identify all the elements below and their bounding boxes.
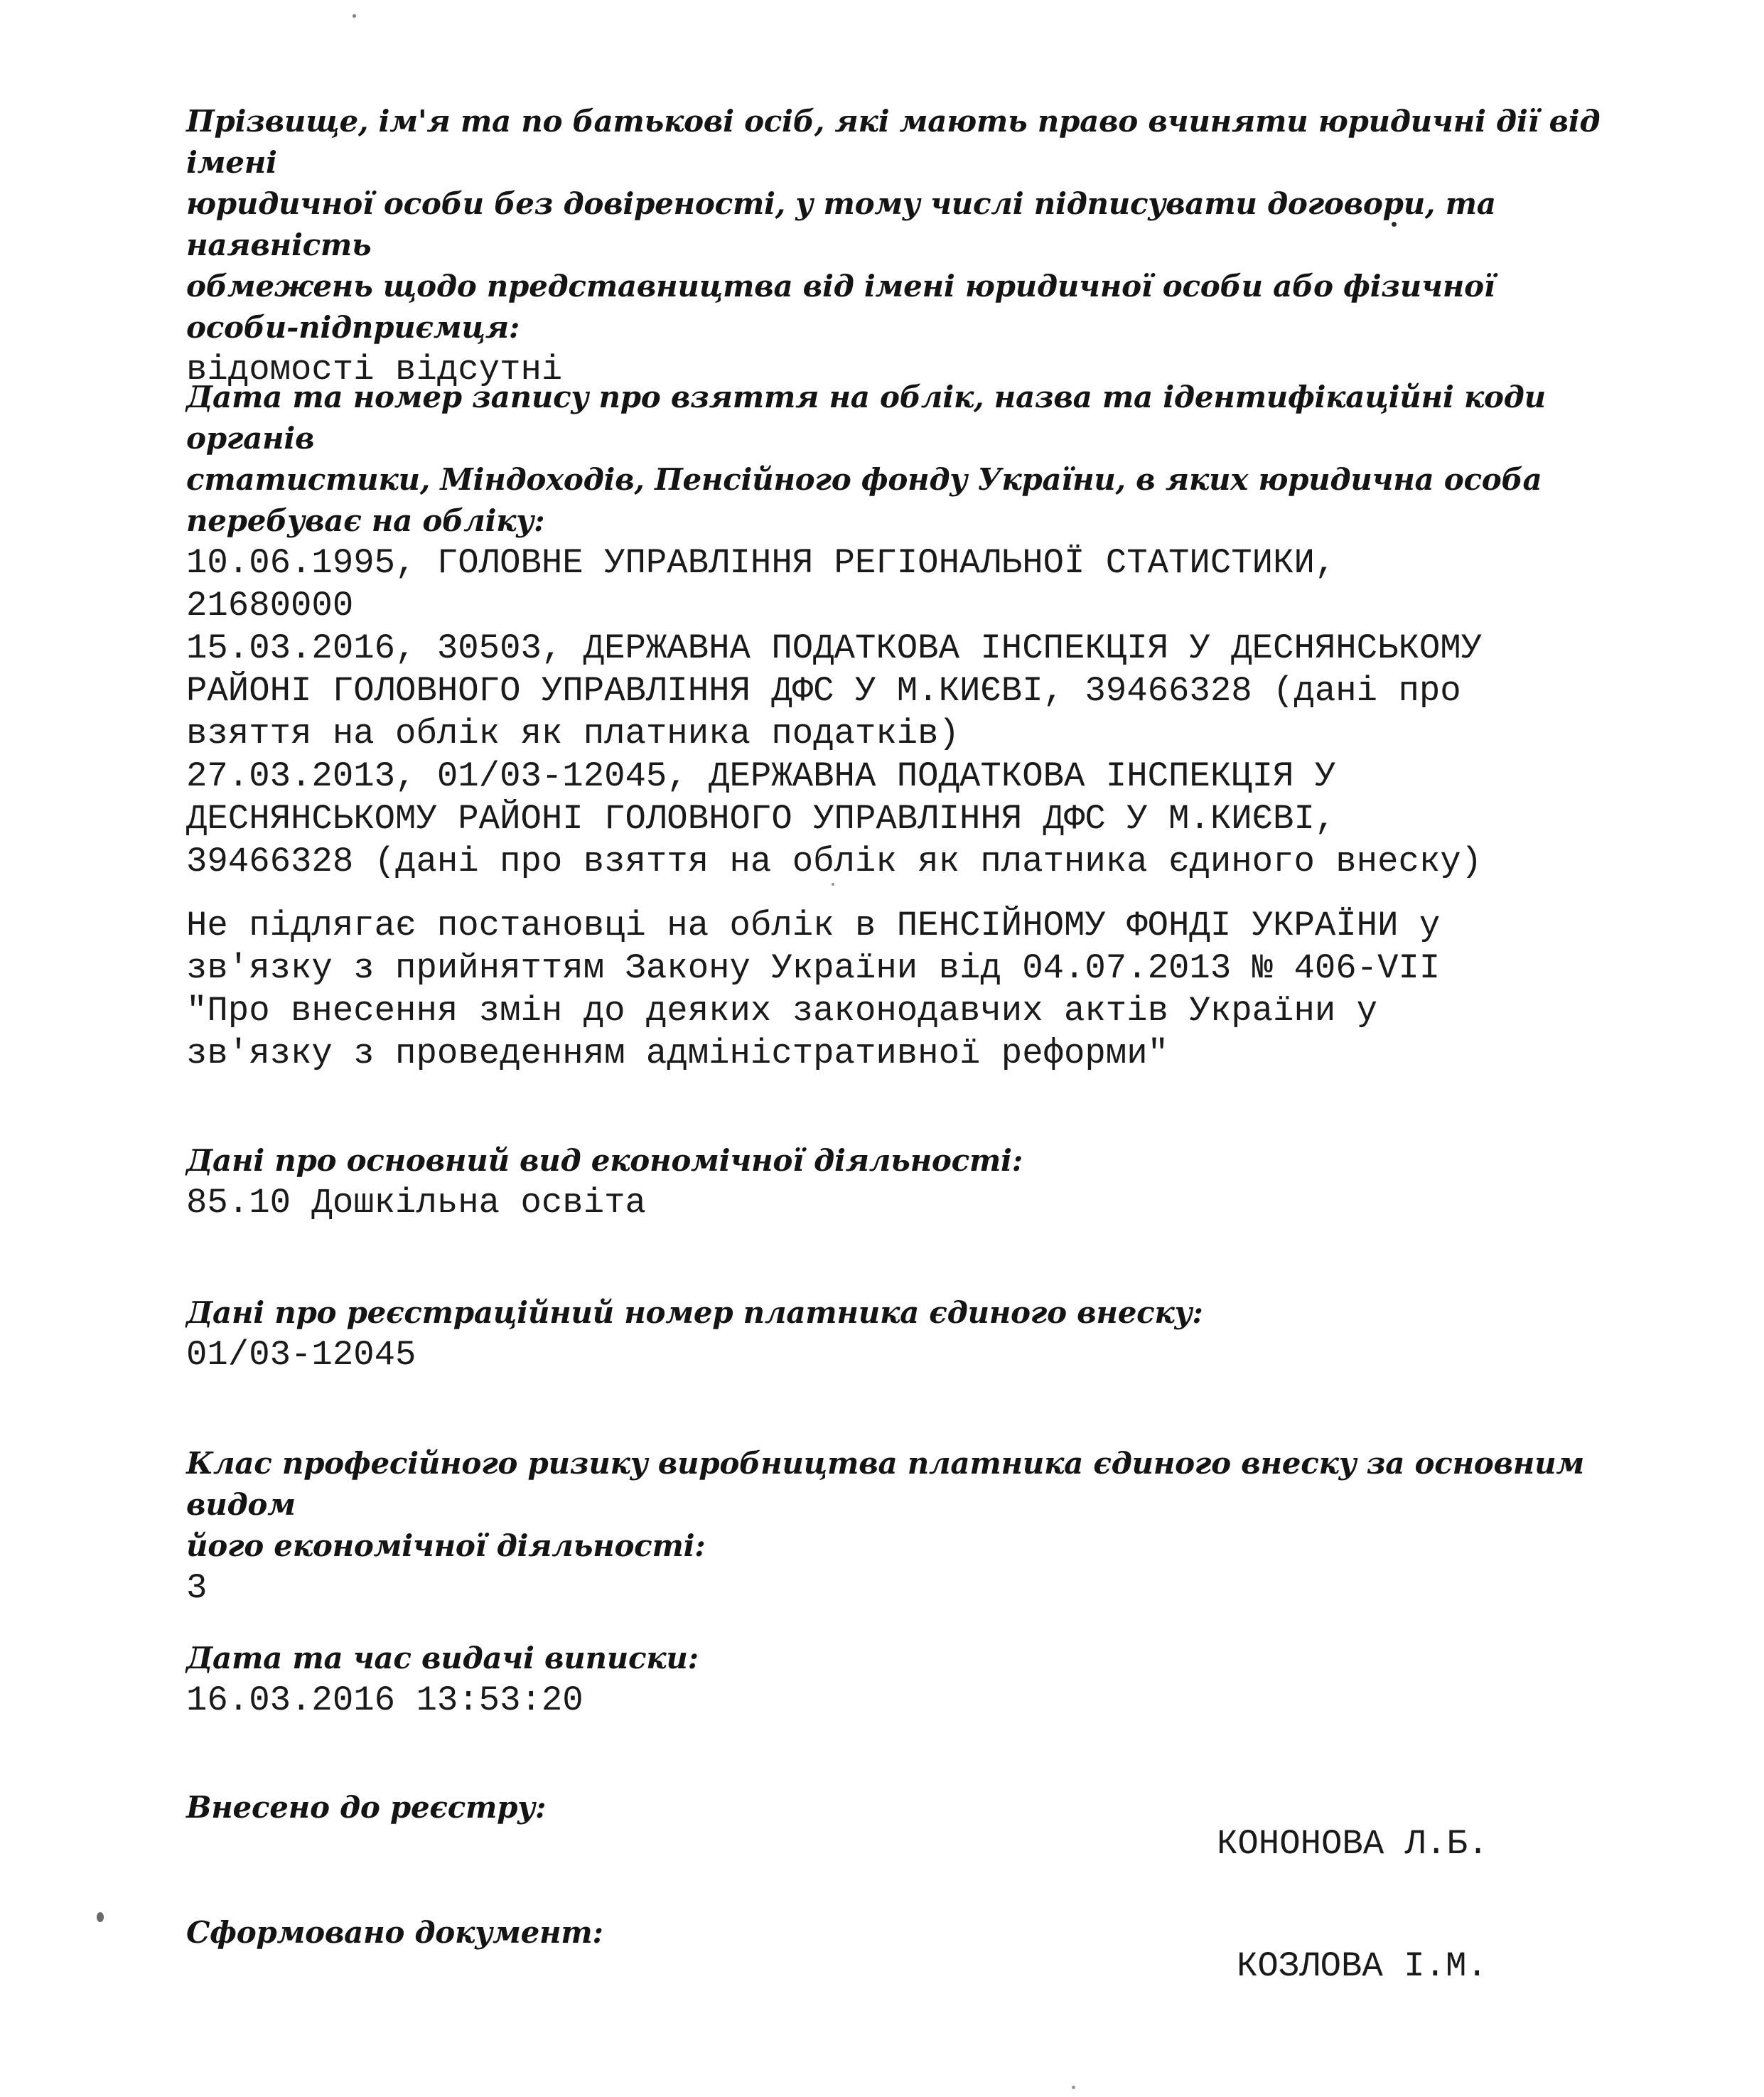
section-heading: Сформовано документ: <box>186 1915 603 1950</box>
section-heading: Прізвище, ім'я та по батькові осіб, які мають право вчиняти юридичні дії від імені юридичної особи без довіреності, у тому числі підписувати договори, та наявність обмежень щодо представництва від імені юридичної особи або фізичної особи-підприємця: <box>186 104 1601 345</box>
scan-speck <box>1072 2086 1075 2089</box>
section-heading: Дані про основний вид економічної діяльності: <box>186 1143 1023 1178</box>
section-heading: Внесено до реєстру: <box>186 1790 547 1825</box>
section-risk-class <box>186 1443 1622 1609</box>
section-value: 01/03-12045 <box>186 1335 416 1375</box>
scan-speck <box>353 14 356 18</box>
section-heading: Дані про реєстраційний номер платника єдиного внеску: <box>186 1295 1203 1330</box>
registrar-name: КОНОНОВА Л.Б. <box>1217 1824 1489 1864</box>
scan-speck <box>832 883 834 886</box>
section-value: 3 <box>186 1568 208 1608</box>
section-heading: Клас професійного ризику виробництва платника єдиного внеску за основним видом його економічної діяльності: <box>186 1446 1584 1563</box>
section-heading: Дата та час видачі виписки: <box>186 1641 699 1675</box>
section-value: 85.10 Дошкільна освіта <box>186 1183 646 1223</box>
section-payer-number <box>186 1292 1622 1376</box>
section-economic-activity <box>186 1140 1622 1224</box>
pension-fund-note <box>186 904 1622 1075</box>
generator-name: КОЗЛОВА І.М. <box>1237 1946 1488 1986</box>
section-heading: Дата та номер запису про взяття на облік, назва та ідентифікаційні коди органів статистики, Міндоходів, Пенсійного фонду України, в яких юридична особа перебуває на обліку: <box>186 380 1546 538</box>
scan-speck <box>97 1912 104 1922</box>
section-authorized-persons <box>186 101 1622 391</box>
scan-speck <box>1392 222 1397 227</box>
section-value: 16.03.2016 13:53:20 <box>186 1680 583 1720</box>
section-value: відомості відсутні <box>186 350 563 390</box>
section-issue-datetime <box>186 1638 1622 1722</box>
section-registration-records <box>186 377 1622 883</box>
section-value: 10.06.1995, ГОЛОВНЕ УПРАВЛІННЯ РЕГІОНАЛЬНОЇ СТАТИСТИКИ, 21680000 15.03.2016, 30503, ДЕРЖАВНА ПОДАТКОВА ІНСПЕКЦІЯ У ДЕСНЯНСЬКОМУ РАЙОНІ ГОЛОВНОГО УПРАВЛІННЯ ДФС У М.КИЄВІ, 39466328 (дані про взяття на облік як платника податків) 27.03.2013, 01/03-12045, ДЕРЖАВНА ПОДАТКОВА ІНСПЕКЦІЯ У ДЕСНЯНСЬКОМУ РАЙОНІ ГОЛОВНОГО УПРАВЛІННЯ ДФС У М.КИЄВІ, 39466328 (дані про взяття на облік як платника єдиного внеску) <box>186 543 1483 881</box>
note-text: Не підлягає постановці на облік в ПЕНСІЙНОМУ ФОНДІ УКРАЇНИ у зв'язку з прийняттям Закону України від 04.07.2013 № 406-VII "Про внесення змін до деяких законодавчих актів України у зв'язку з проведенням адміністративної реформи" <box>186 906 1441 1073</box>
